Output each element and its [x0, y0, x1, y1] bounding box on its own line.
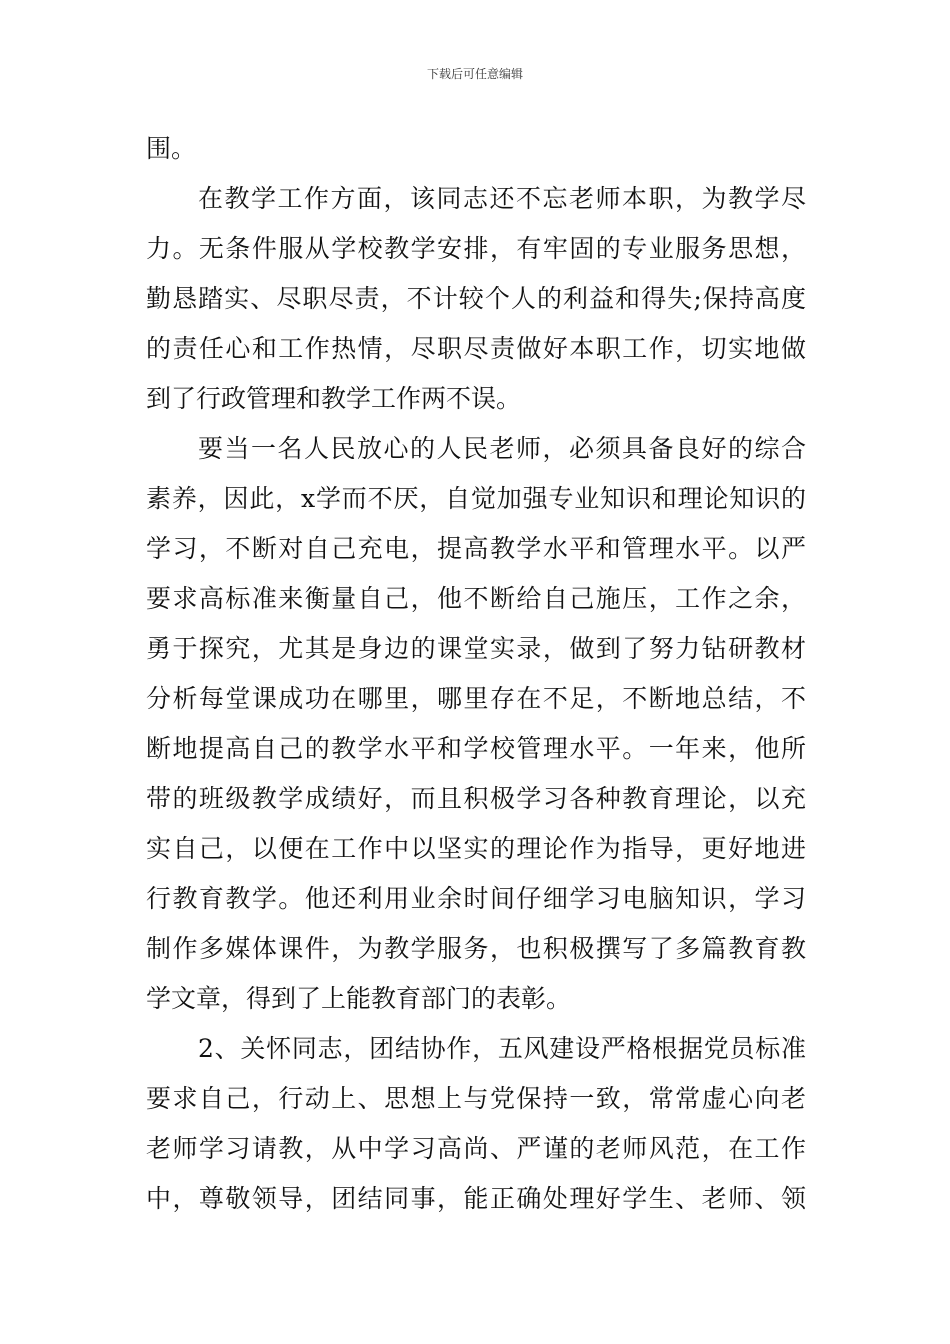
text-line: 学文章，得到了上能教育部门的表彰。 — [146, 984, 572, 1013]
text-line: 勤恳踏实、尽职尽责，不计较个人的利益和得失;保持高度 — [146, 284, 806, 313]
page-header: 下载后可任意编辑 — [426, 67, 523, 81]
text-line: 力。无条件服从学校教学安排，有牢固的专业服务思想， — [146, 234, 806, 263]
text-line: 到了行政管理和教学工作两不误。 — [146, 384, 522, 413]
text-line: 要求自己，行动上、思想上与党保持一致，常常虚心向老 — [146, 1084, 806, 1113]
text-line: 学习，不断对自己充电，提高教学水平和管理水平。以严 — [146, 534, 806, 563]
text-line: 在教学工作方面，该同志还不忘老师本职，为教学尽 — [198, 184, 806, 213]
text-line: 实自己，以便在工作中以坚实的理论作为指导，更好地进 — [146, 834, 806, 863]
text-line: 围。 — [146, 134, 197, 163]
text-line: 带的班级教学成绩好，而且积极学习各种教育理论，以充 — [146, 784, 806, 813]
text-line: 老师学习请教，从中学习高尚、严谨的老师风范，在工作 — [146, 1134, 806, 1163]
text-line: 分析每堂课成功在哪里，哪里存在不足，不断地总结，不 — [146, 684, 806, 713]
text-line: 素养，因此，x学而不厌，自觉加强专业知识和理论知识的 — [146, 484, 806, 513]
text-line: 制作多媒体课件，为教学服务，也积极撰写了多篇教育教 — [146, 934, 806, 963]
text-line: 要求高标准来衡量自己，他不断给自己施压，工作之余， — [146, 584, 806, 613]
document-body — [146, 124, 806, 1224]
text-line: 断地提高自己的教学水平和学校管理水平。一年来，他所 — [146, 734, 806, 763]
text-line: 勇于探究，尤其是身边的课堂实录，做到了努力钻研教材 — [146, 634, 806, 663]
text-line: 2、关怀同志，团结协作，五风建设严格根据党员标准 — [198, 1034, 806, 1063]
text-line: 行教育教学。他还利用业余时间仔细学习电脑知识，学习 — [146, 884, 806, 913]
text-line: 中，尊敬领导，团结同事，能正确处理好学生、老师、领 — [146, 1184, 806, 1213]
text-line: 的责任心和工作热情，尽职尽责做好本职工作，切实地做 — [146, 334, 806, 363]
text-line: 要当一名人民放心的人民老师，必须具备良好的综合 — [198, 434, 806, 463]
